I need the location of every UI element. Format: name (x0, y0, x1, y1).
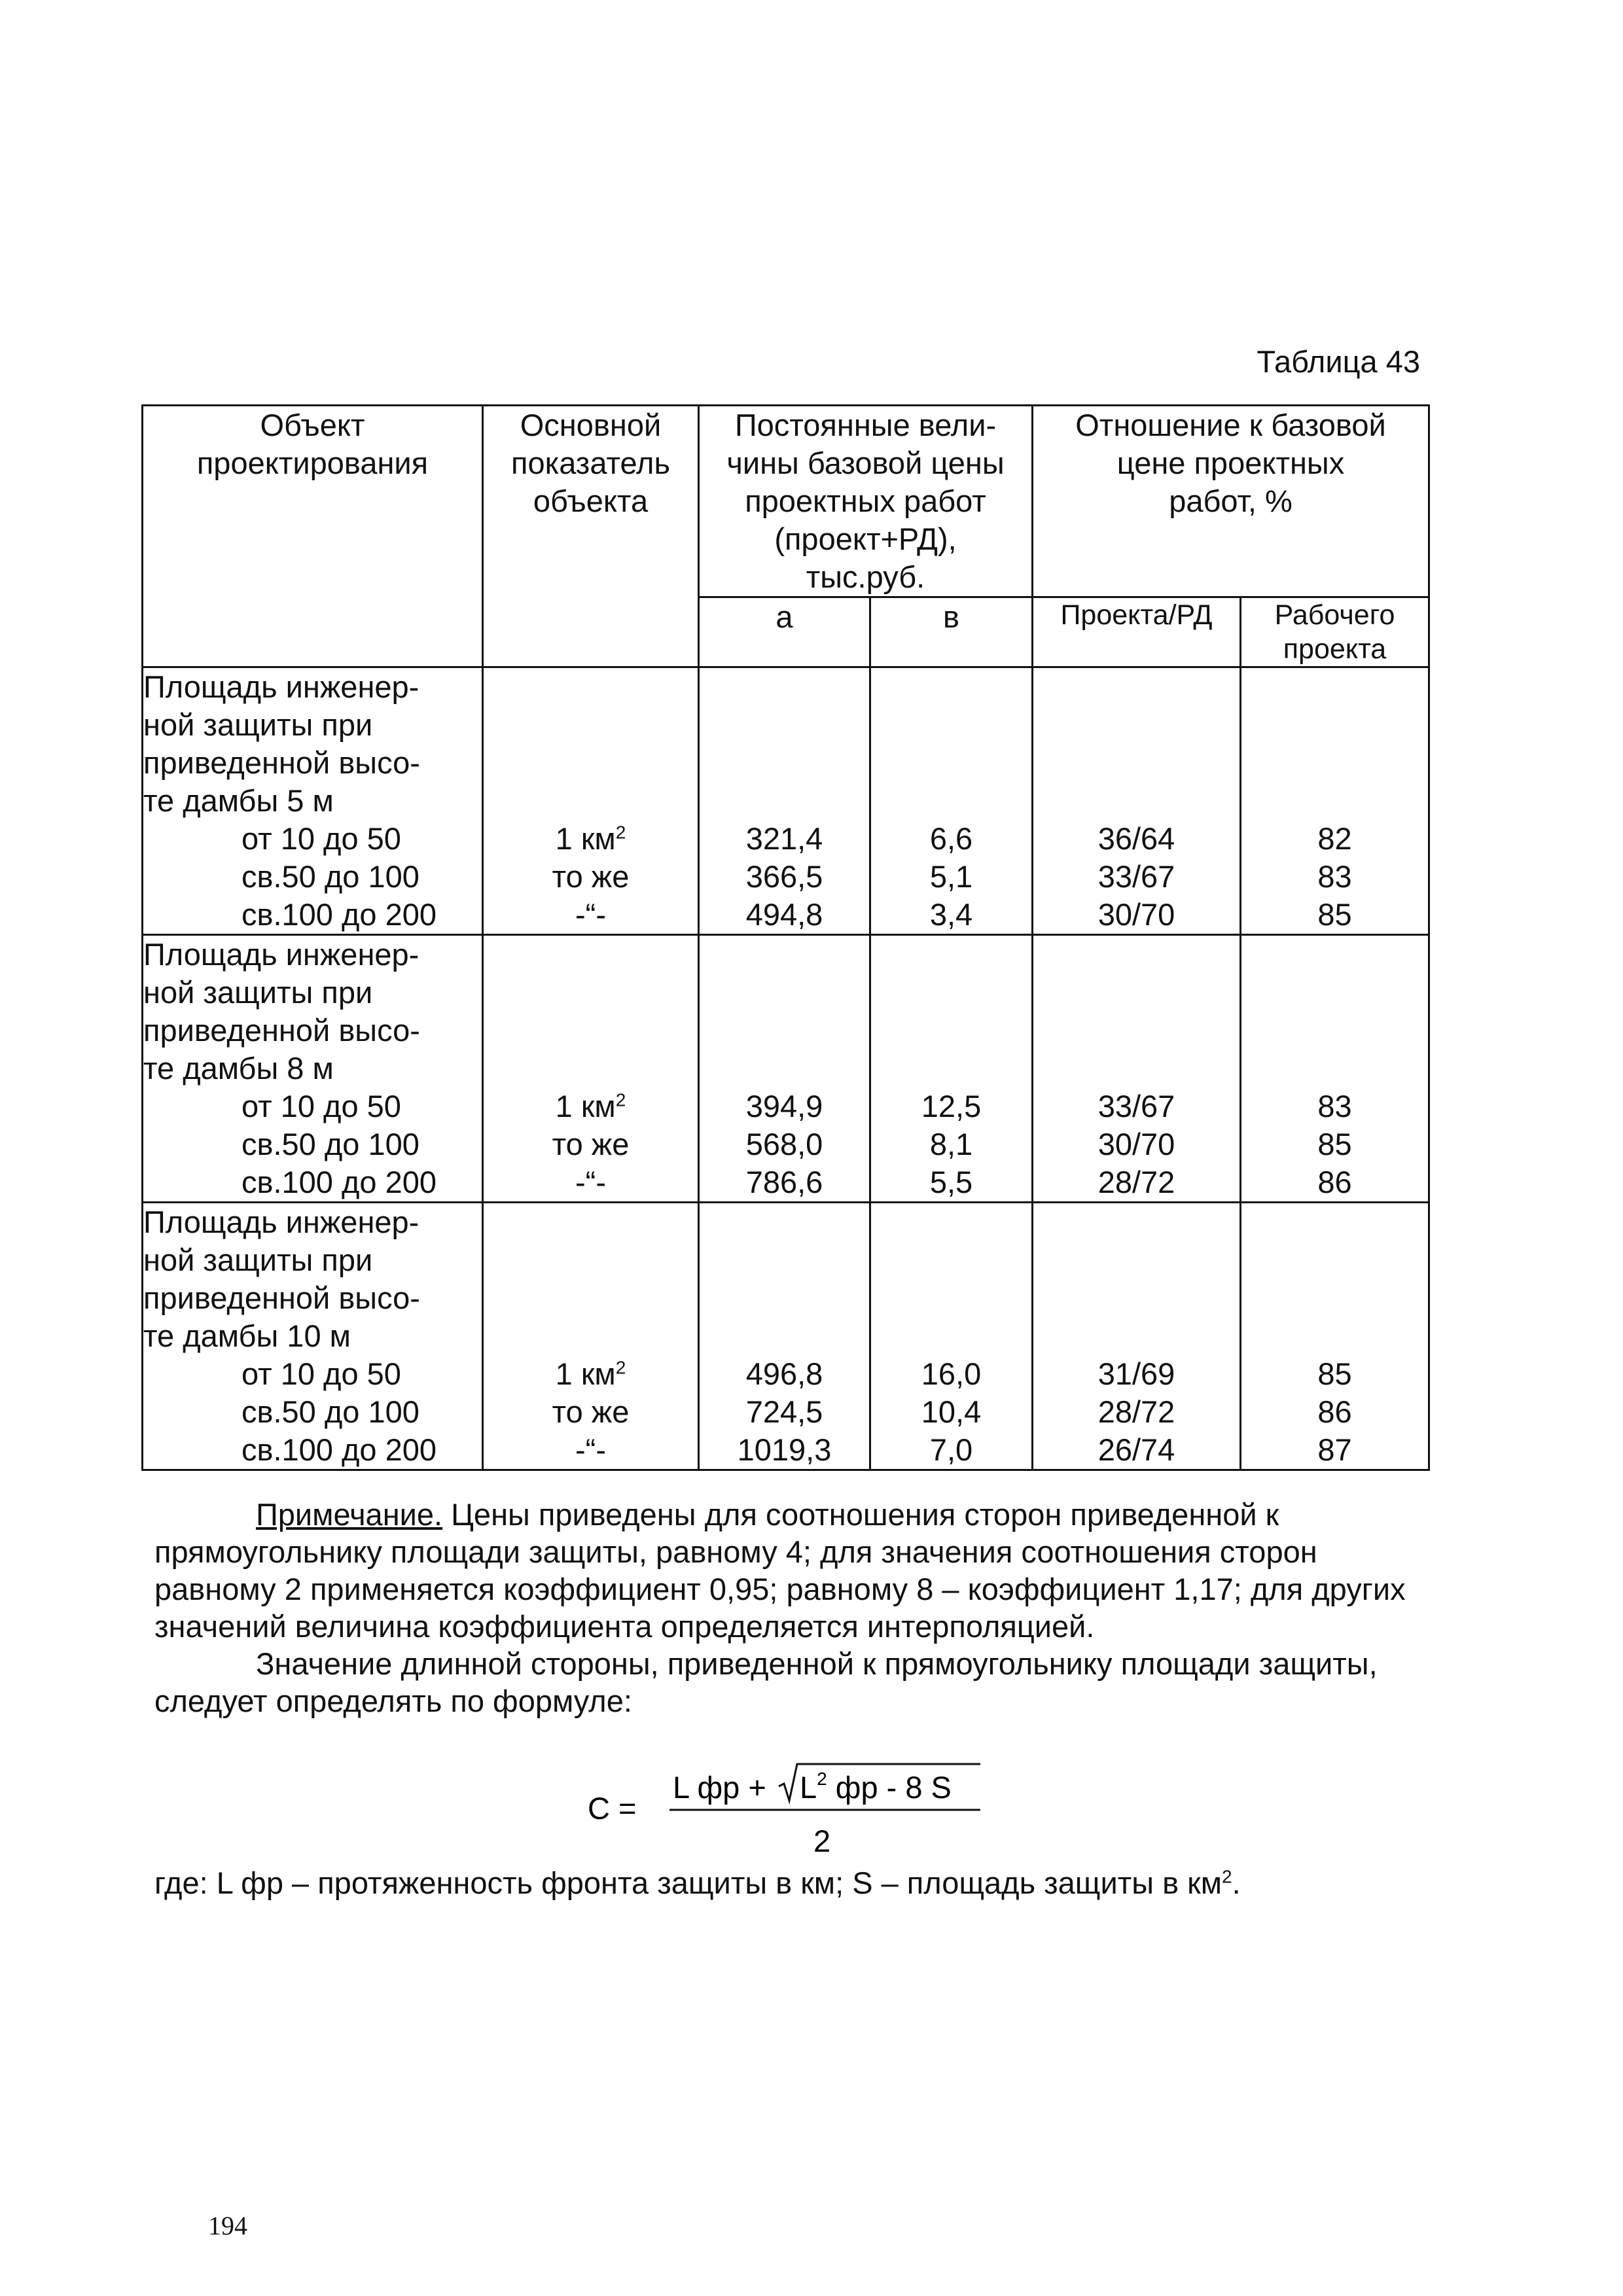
cell-b (870, 935, 1033, 1203)
header-row-1 (143, 406, 1429, 597)
value-b: 10,4 (921, 1394, 982, 1429)
spacer (1241, 1279, 1428, 1317)
note-block (154, 1496, 1418, 1720)
value-ratio: 33/67 (1097, 859, 1175, 894)
spacer (1033, 744, 1240, 782)
spacer (484, 668, 698, 706)
header-object: Объект проектирования (143, 406, 483, 667)
spacer (700, 1279, 869, 1317)
group-title-line: приведенной высо- (143, 1013, 420, 1048)
value-b: 8,1 (929, 1127, 973, 1161)
spacer (1033, 974, 1240, 1012)
spacer (700, 744, 869, 782)
spacer (700, 668, 869, 706)
spacer (484, 1317, 698, 1355)
group-title-line: приведенной высо- (143, 1280, 420, 1315)
spacer (484, 706, 698, 744)
formula (588, 1760, 980, 1858)
group-title-line: Площадь инженер- (143, 937, 419, 972)
spacer (1033, 668, 1240, 706)
unit-superscript: 2 (615, 822, 626, 843)
group-title-line: те дамбы 10 м (143, 1318, 351, 1353)
value-working: 87 (1317, 1432, 1352, 1467)
cell-object (143, 667, 483, 935)
value-a: 724,5 (745, 1394, 823, 1429)
value-a: 568,0 (745, 1127, 823, 1161)
cell-working (1241, 667, 1429, 935)
spacer (871, 744, 1031, 782)
formula-lhs: С = (588, 1791, 637, 1826)
spacer (871, 1203, 1031, 1241)
row-range: от 10 до 50 (241, 1356, 401, 1391)
row-range: св.50 до 100 (241, 1394, 419, 1429)
cell-b (870, 667, 1033, 935)
table-group-row (143, 1203, 1429, 1470)
header-sub-working: Рабочего проекта (1241, 597, 1429, 667)
cell-indicator (483, 1203, 699, 1470)
spacer (484, 1050, 698, 1087)
spacer (700, 936, 869, 974)
cell-working (1241, 1203, 1429, 1470)
value-ratio: 30/70 (1097, 1127, 1175, 1161)
spacer (484, 936, 698, 974)
header-sub-project-rd: Проекта/РД (1033, 597, 1241, 667)
spacer (1241, 1203, 1428, 1241)
value-a: 366,5 (745, 859, 823, 894)
spacer (484, 1241, 698, 1279)
price-table (141, 404, 1430, 1471)
row-unit (484, 858, 698, 896)
cell-ratio (1033, 667, 1241, 935)
value-a: 494,8 (745, 897, 823, 932)
unit-text: -“- (575, 1432, 606, 1467)
value-a: 321,4 (745, 821, 823, 856)
spacer (700, 1050, 869, 1087)
formula-denominator: 2 (813, 1824, 831, 1858)
value-b: 5,1 (929, 859, 973, 894)
value-b: 12,5 (921, 1089, 982, 1123)
spacer (871, 1317, 1031, 1355)
value-ratio: 31/69 (1097, 1356, 1175, 1391)
unit-text: то же (552, 859, 630, 894)
spacer (700, 974, 869, 1012)
spacer (871, 1012, 1031, 1050)
spacer (871, 706, 1031, 744)
spacer (700, 1203, 869, 1241)
value-a: 394,9 (745, 1089, 823, 1123)
spacer (700, 706, 869, 744)
group-title-line: ной защиты при (143, 707, 373, 742)
spacer (1241, 782, 1428, 820)
value-working: 83 (1317, 1089, 1352, 1123)
cell-a (699, 935, 870, 1203)
spacer (871, 1241, 1031, 1279)
table-group-row (143, 935, 1429, 1203)
value-working: 86 (1317, 1165, 1352, 1199)
page-number: 194 (208, 2211, 247, 2240)
value-b: 5,5 (929, 1165, 973, 1199)
value-ratio: 36/64 (1097, 821, 1175, 856)
spacer (871, 974, 1031, 1012)
header-ratio: Отношение к базовой цене проектных работ, % (1033, 406, 1429, 597)
row-unit (484, 1431, 698, 1469)
cell-a (699, 1203, 870, 1470)
group-title-line: ной защиты при (143, 1243, 373, 1277)
value-a: 1019,3 (737, 1432, 832, 1467)
spacer (871, 1050, 1031, 1087)
spacer (1033, 782, 1240, 820)
cell-object (143, 1203, 483, 1470)
group-title-line: Площадь инженер- (143, 1205, 419, 1239)
spacer (484, 782, 698, 820)
note-paragraph (154, 1496, 1418, 1645)
cell-object (143, 935, 483, 1203)
value-working: 85 (1317, 1356, 1352, 1391)
spacer (1033, 1203, 1240, 1241)
spacer (700, 1012, 869, 1050)
spacer (484, 744, 698, 782)
unit-text: 1 км (555, 1089, 616, 1123)
row-unit (484, 896, 698, 934)
spacer (484, 1279, 698, 1317)
note-label: Примечание. (256, 1497, 443, 1532)
spacer (1033, 1279, 1240, 1317)
spacer (1241, 1012, 1428, 1050)
row-unit (484, 1393, 698, 1431)
spacer (1241, 668, 1428, 706)
group-title-line: те дамбы 5 м (143, 783, 334, 818)
row-unit (484, 1125, 698, 1163)
value-ratio: 33/67 (1097, 1089, 1175, 1123)
spacer (484, 1012, 698, 1050)
value-b: 3,4 (929, 897, 973, 932)
where-line: где: L фр – протяженность фронта защиты в км; S – площадь защиты в $км^2$. (154, 1865, 1241, 1900)
cell-b (870, 1203, 1033, 1470)
value-ratio: 30/70 (1097, 897, 1175, 932)
spacer (1241, 706, 1428, 744)
row-unit (484, 1163, 698, 1201)
value-working: 86 (1317, 1394, 1352, 1429)
spacer (1241, 974, 1428, 1012)
spacer (1033, 1241, 1240, 1279)
spacer (1033, 1012, 1240, 1050)
row-range: св.100 до 200 (241, 897, 437, 932)
header-constants: Постоянные вели- чины базовой цены проектных работ (проект+РД), тыс.руб. (699, 406, 1033, 597)
spacer (1033, 1050, 1240, 1087)
unit-text: -“- (575, 1165, 606, 1199)
unit-text: 1 км (555, 1356, 616, 1391)
header-sub-b: в (870, 597, 1033, 667)
unit-text: -“- (575, 897, 606, 932)
row-unit (484, 1087, 698, 1125)
value-b: 7,0 (929, 1432, 973, 1467)
spacer (1241, 1050, 1428, 1087)
spacer (1241, 936, 1428, 974)
spacer (484, 974, 698, 1012)
spacer (1241, 1241, 1428, 1279)
spacer (1033, 936, 1240, 974)
group-title-line: ной защиты при (143, 975, 373, 1010)
unit-superscript: 2 (615, 1089, 626, 1110)
group-title-line: те дамбы 8 м (143, 1051, 334, 1086)
spacer (1241, 1317, 1428, 1355)
unit-text: 1 км (555, 821, 616, 856)
spacer (700, 782, 869, 820)
table-group-row (143, 667, 1429, 935)
unit-text: то же (552, 1127, 630, 1161)
formula-intro: Значение длинной стороны, приведенной к прямоугольнику площади защиты, следует определять по формуле: (154, 1646, 1378, 1718)
value-ratio: 26/74 (1097, 1432, 1175, 1467)
value-working: 83 (1317, 859, 1352, 894)
row-unit (484, 820, 698, 858)
spacer (700, 1317, 869, 1355)
row-range: св.50 до 100 (241, 859, 419, 894)
spacer (700, 1241, 869, 1279)
row-range: св.100 до 200 (241, 1165, 437, 1199)
cell-ratio (1033, 1203, 1241, 1470)
value-working: 85 (1317, 1127, 1352, 1161)
cell-indicator (483, 667, 699, 935)
cell-ratio (1033, 935, 1241, 1203)
value-b: 6,6 (929, 821, 973, 856)
spacer (1241, 744, 1428, 782)
spacer (871, 668, 1031, 706)
value-working: 82 (1317, 821, 1352, 856)
unit-text: то же (552, 1394, 630, 1429)
group-title-line: Площадь инженер- (143, 669, 419, 704)
value-a: 786,6 (745, 1165, 823, 1199)
value-b: 16,0 (921, 1356, 982, 1391)
cell-indicator (483, 935, 699, 1203)
group-title-line: приведенной высо- (143, 745, 420, 780)
note-text: Цены приведены для соотношения сторон приведенной к прямоугольнику площади защиты, равному 4; для значения соотношения сторон равному 2 применяется коэффициент 0,95; равному 8 – коэффициент 1,17; для других значений величина коэффициента определяется интерполяцией. (154, 1497, 1406, 1644)
spacer (871, 782, 1031, 820)
header-sub-a: а (699, 597, 870, 667)
row-range: св.100 до 200 (241, 1432, 437, 1467)
row-unit (484, 1355, 698, 1393)
value-ratio: 28/72 (1097, 1165, 1175, 1199)
table-caption: Таблица 43 (1257, 344, 1420, 379)
spacer (1033, 1317, 1240, 1355)
value-ratio: 28/72 (1097, 1394, 1175, 1429)
cell-working (1241, 935, 1429, 1203)
unit-superscript: 2 (615, 1357, 626, 1378)
row-range: св.50 до 100 (241, 1127, 419, 1161)
row-range: от 10 до 50 (241, 821, 401, 856)
value-working: 85 (1317, 897, 1352, 932)
spacer (871, 936, 1031, 974)
spacer (1033, 706, 1240, 744)
spacer (871, 1279, 1031, 1317)
formula-radicand: $L^2$ фр - 8 S (800, 1769, 952, 1805)
value-a: 496,8 (745, 1356, 823, 1391)
cell-a (699, 667, 870, 935)
header-indicator: Основной показатель объекта (483, 406, 699, 667)
spacer (484, 1203, 698, 1241)
formula-numerator-left: L фр + (673, 1770, 766, 1805)
row-range: от 10 до 50 (241, 1089, 401, 1123)
